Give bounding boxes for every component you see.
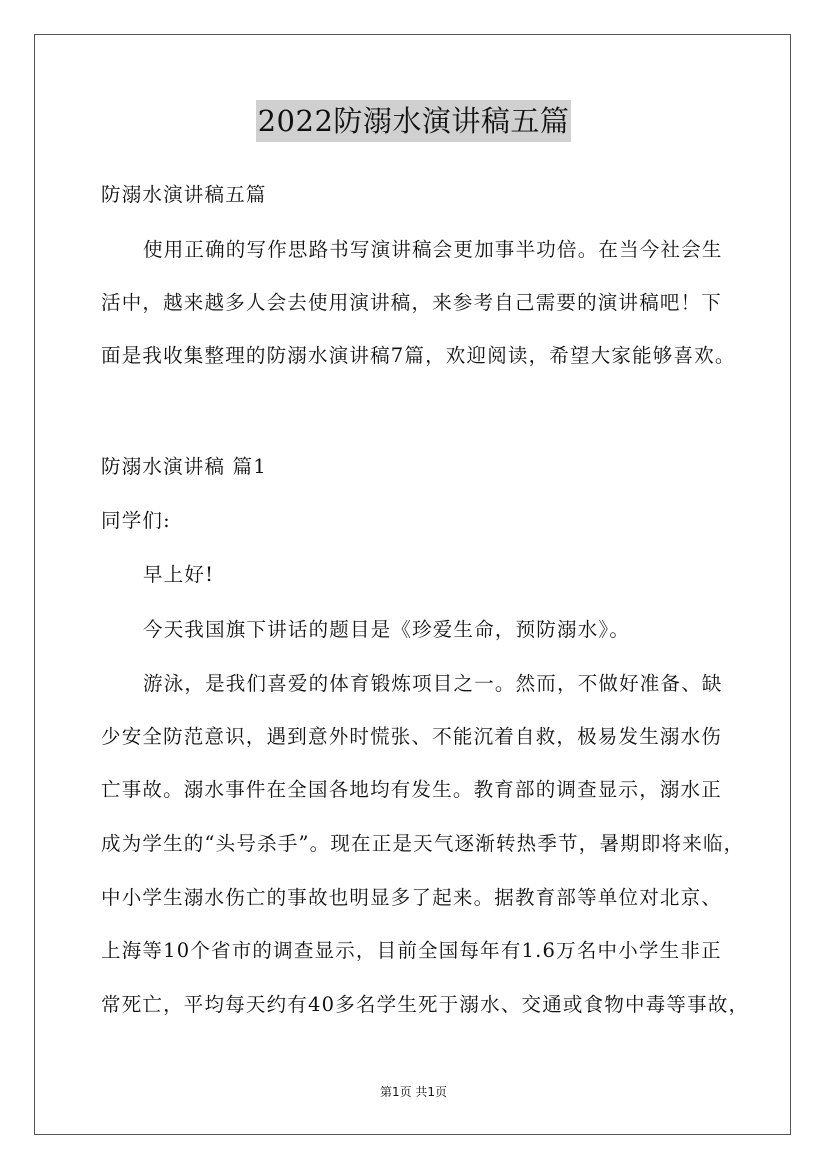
document-subtitle: 防溺水演讲稿五篇 [101, 183, 267, 206]
body-line: 亡事故。溺水事件在全国各地均有发生。教育部的调查显示，溺水正 [101, 778, 723, 801]
body-line: 游泳，是我们喜爱的体育锻炼项目之一。然而，不做好准备、缺 [143, 672, 723, 695]
intro-line: 面是我收集整理的防溺水演讲稿7篇，欢迎阅读，希望大家能够喜欢。 [101, 344, 736, 367]
body-line: 少安全防范意识，遇到意外时慌张、不能沉着自救，极易发生溺水伤 [101, 725, 723, 748]
intro-line: 使用正确的写作思路书写演讲稿会更加事半功倍。在当今社会生 [143, 238, 723, 261]
document-title: 2022防溺水演讲稿五篇 [256, 100, 572, 142]
title-container [0, 100, 827, 142]
body-line: 中小学生溺水伤亡的事故也明显多了起来。据教育部等单位对北京、 [101, 886, 723, 909]
page-footer: 第1页 共1页 [379, 1085, 448, 1099]
body-line: 常死亡，平均每天约有40多名学生死于溺水、交通或食物中毒等事故， [101, 993, 750, 1016]
section-heading: 防溺水演讲稿 篇1 [101, 455, 267, 478]
body-line: 上海等10个省市的调查显示，目前全国每年有1.6万名中小学生非正 [101, 939, 722, 962]
salutation: 同学们: [101, 509, 171, 532]
intro-line: 活中，越来越多人会去使用演讲稿，来参考自己需要的演讲稿吧！下 [101, 291, 723, 314]
greeting: 早上好! [143, 563, 215, 586]
body-line: 成为学生的“头号杀手”。现在正是天气逐渐转热季节，暑期即将来临， [101, 832, 745, 855]
topic-line: 今天我国旗下讲话的题目是《珍爱生命，预防溺水》。 [143, 618, 631, 641]
